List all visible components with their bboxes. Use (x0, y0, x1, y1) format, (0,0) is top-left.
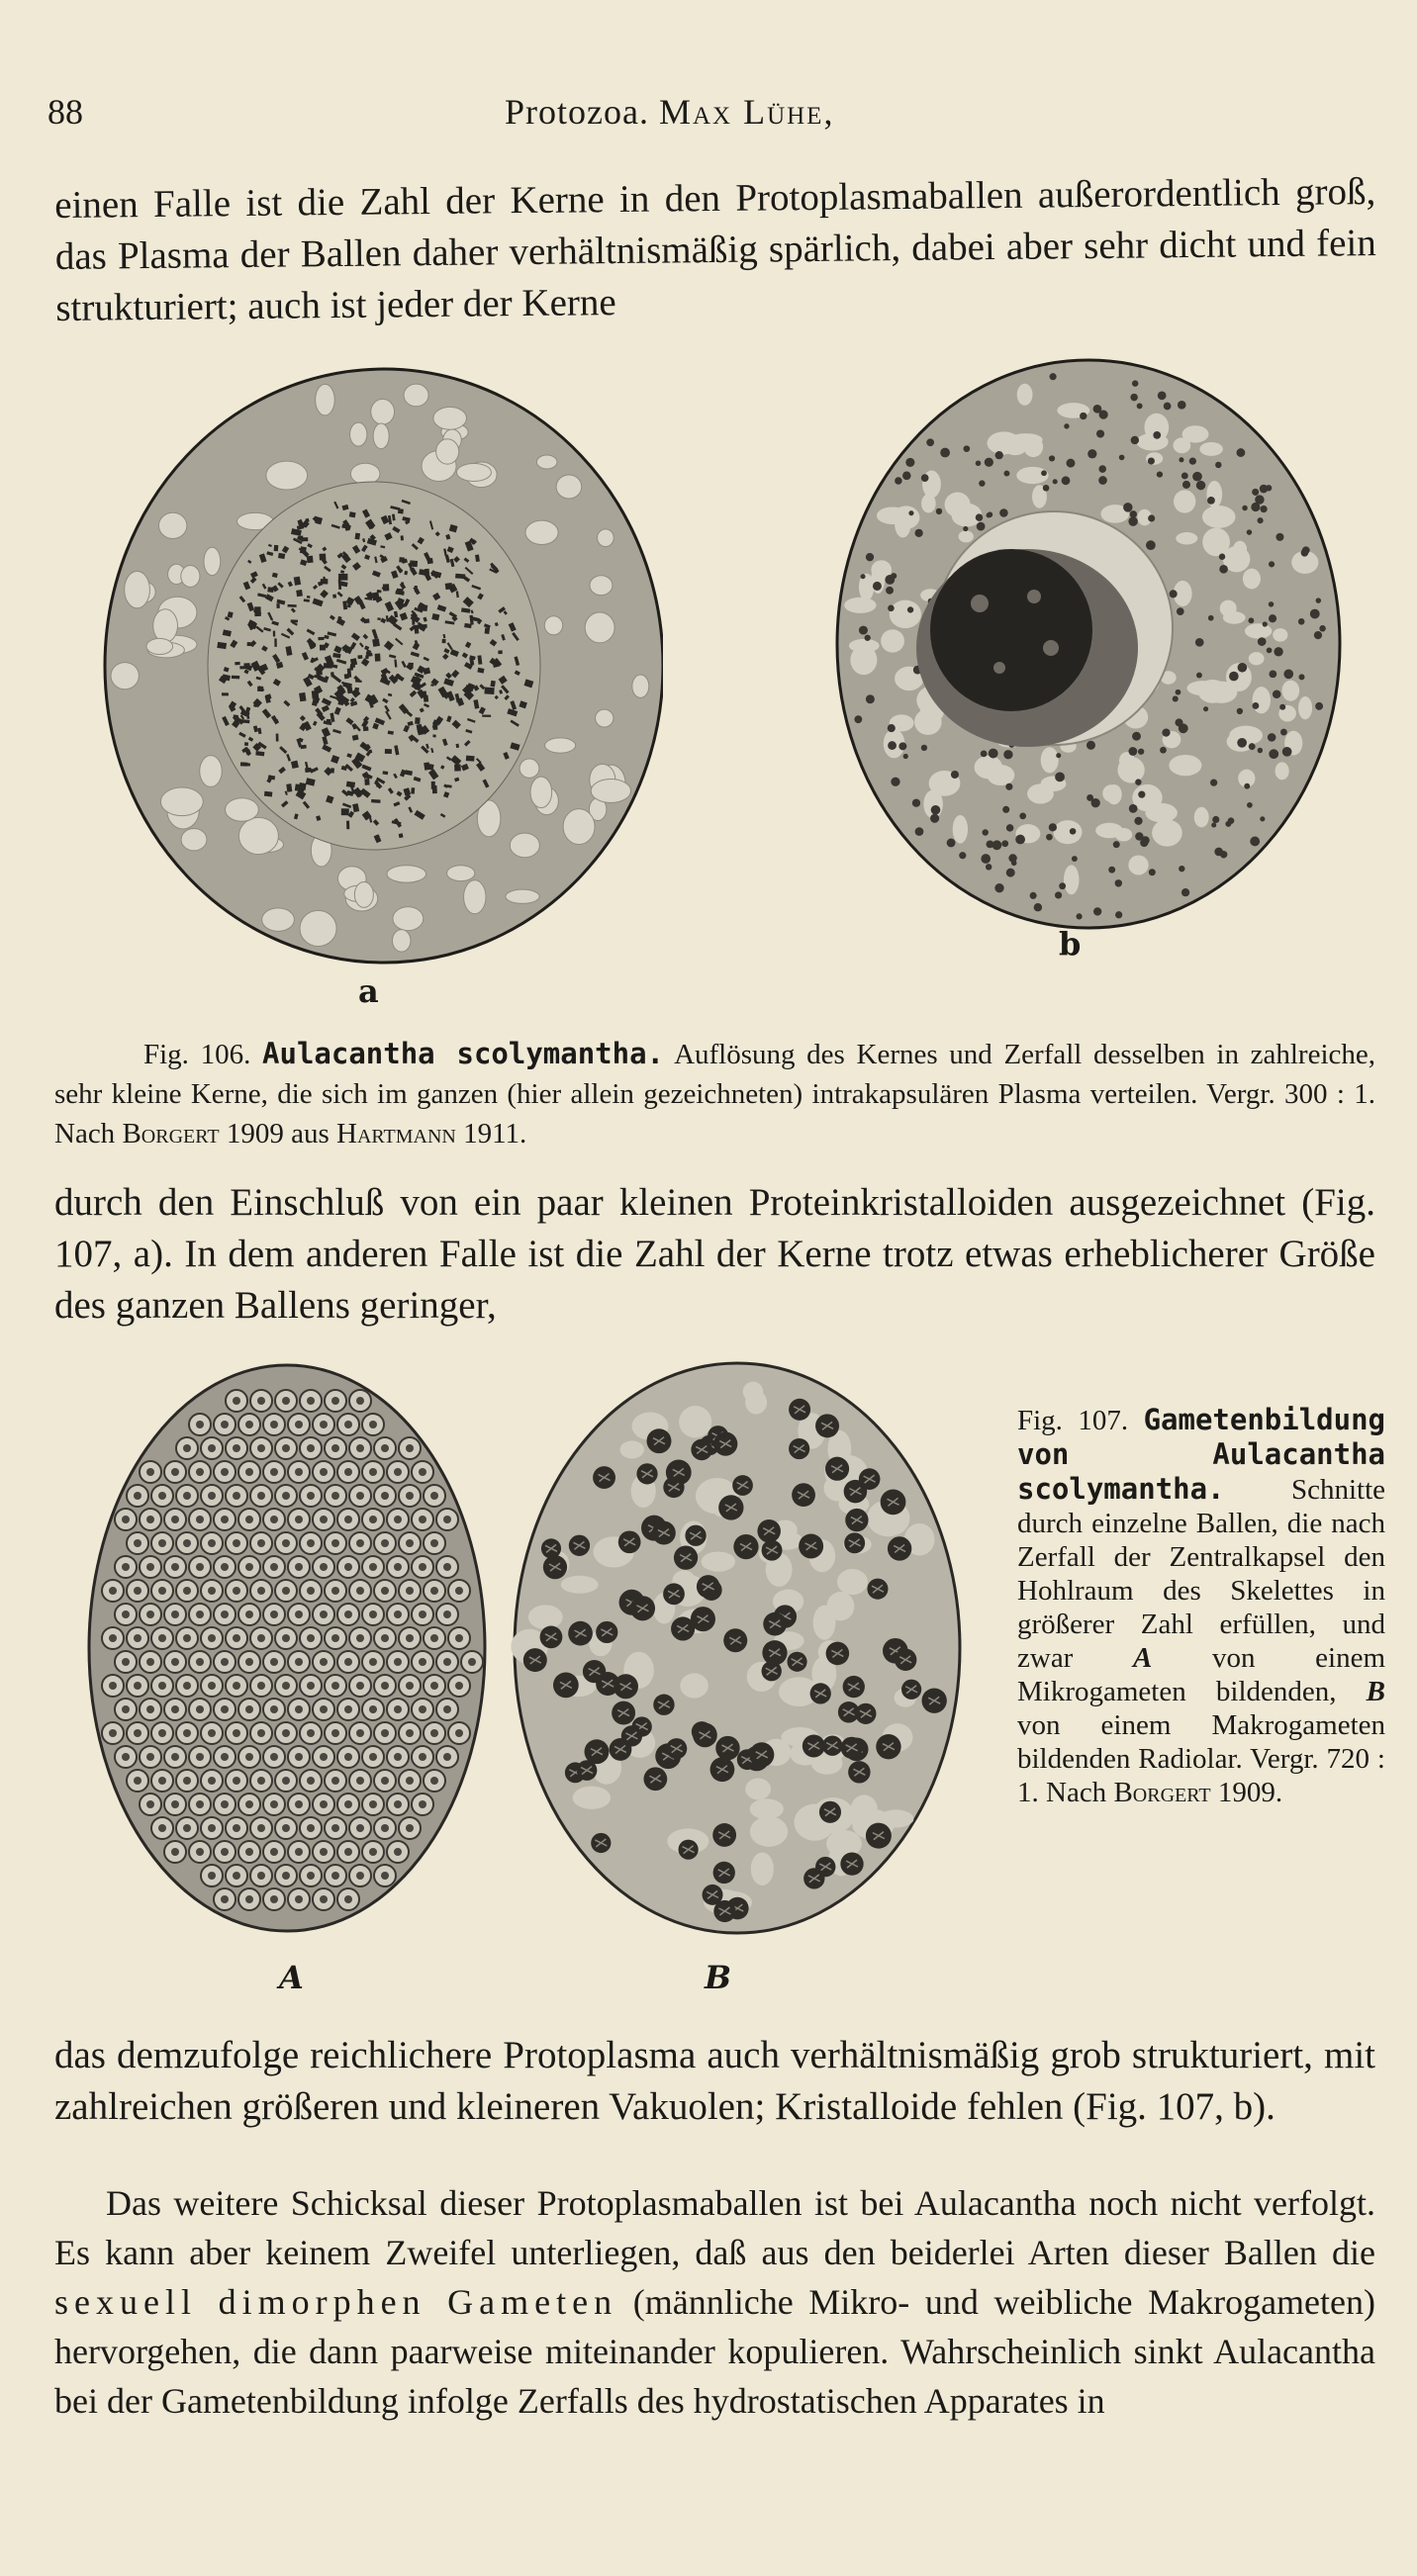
paragraph-last (54, 2178, 1375, 2426)
figure-106-ref2: Hartmann (336, 1118, 456, 1150)
paragraph-top: einen Falle ist die Zahl der Kerne in den Protoplasmaballen außerordentlich groß, das Plasma der Ballen daher verhältnismäßig spärlich, dabei aber sehr dicht und fein strukturiert; auch ist jeder der Kerne (54, 170, 1376, 329)
figure-107-caption (1017, 1403, 1385, 1809)
figure-106b-drawing (831, 351, 1346, 945)
figure-107B-drawing (505, 1355, 970, 1949)
figure-107-text-1: Schnitte durch einzelne Ballen, die nach Zerfall der Zentralkapsel den Hohlraum des Skelettes in größerer Zahl erfüllen, und zwar (1017, 1474, 1385, 1674)
figure-107-text-3: von einem Makrogameten bildenden Radiolar. Vergr. 720 : 1. Nach (1017, 1709, 1385, 1808)
figure-107-ref-B: B (1366, 1676, 1385, 1707)
figure-106-species: Aulacantha scolymantha. (262, 1037, 665, 1070)
author-name: Max Lühe, (658, 92, 835, 132)
figure-107-ref-year: 1909. (1217, 1777, 1283, 1808)
figure-106-caption (54, 1034, 1375, 1153)
figure-107 (69, 1355, 990, 2008)
figure-107-number: Fig. 107. (1017, 1405, 1129, 1436)
page-number: 88 (47, 92, 83, 132)
running-head (505, 91, 834, 133)
paragraph-last-part-2: (männliche Mikro- und weibliche Makrogameten) hervorgehen, die dann paarweise miteinander kopulieren. Wahrscheinlich sinkt Aulacantha bei der Gametenbildung infolge Zerfalls des hydrostatischen Apparates in (54, 2282, 1375, 2421)
figure-106-ref1-year: 1909 aus (226, 1118, 330, 1150)
figure-106-label-a: a (358, 972, 379, 1010)
paragraph-last-spaced: sexuell dimorphen Gameten (54, 2282, 618, 2322)
figure-107-ref-A: A (1133, 1642, 1153, 1674)
figure-107-label-B: B (705, 1959, 732, 1996)
figure-106-label-b: b (1059, 925, 1082, 963)
figure-106 (69, 351, 1346, 1024)
figure-107-title: Gametenbildung von Aulacantha scolymantha. (1017, 1403, 1385, 1506)
figure-107-text-2: von einem Mikrogameten bildenden, (1017, 1642, 1386, 1707)
figure-107-label-A: A (279, 1959, 304, 1996)
running-title: Protozoa. (505, 92, 649, 132)
paragraph-last-part-1: Das weitere Schicksal dieser Protoplasmaballen ist bei Aulacantha noch nicht verfolgt. Es kann aber keinem Zweifel unterliegen, daß aus den beiderlei Arten dieser Ballen die (54, 2183, 1375, 2272)
figure-107-ref: Borgert (1113, 1777, 1211, 1808)
figure-106-number: Fig. 106. (143, 1039, 251, 1070)
figure-106-ref1: Borgert (122, 1118, 220, 1150)
figure-106-caption-text: Auflösung des Kernes und Zerfall desselben in zahlreiche, sehr kleine Kerne, die sich im ganzen (hier allein gezeichneten) intrakapsulären Plasma verteilen. Vergr. 300 : 1. Nach (54, 1039, 1376, 1150)
paragraph-middle: durch den Einschluß von ein paar kleinen Proteinkristalloiden ausgezeichnet (Fig. 107, a). In dem anderen Falle ist die Zahl der Kerne trotz etwas erheblicherer Größe des ganzen Ballens geringer, (54, 1181, 1375, 1327)
figure-106a-drawing (69, 351, 663, 1004)
figure-107A-drawing (79, 1355, 495, 1949)
paragraph-continued: das demzufolge reichlichere Protoplasma auch verhältnismäßig grob strukturiert, mit zahlreichen größeren und kleineren Vakuolen; Kristalloide fehlen (Fig. 107, b). (54, 2034, 1375, 2128)
figure-106-ref2-year: 1911. (463, 1118, 527, 1150)
